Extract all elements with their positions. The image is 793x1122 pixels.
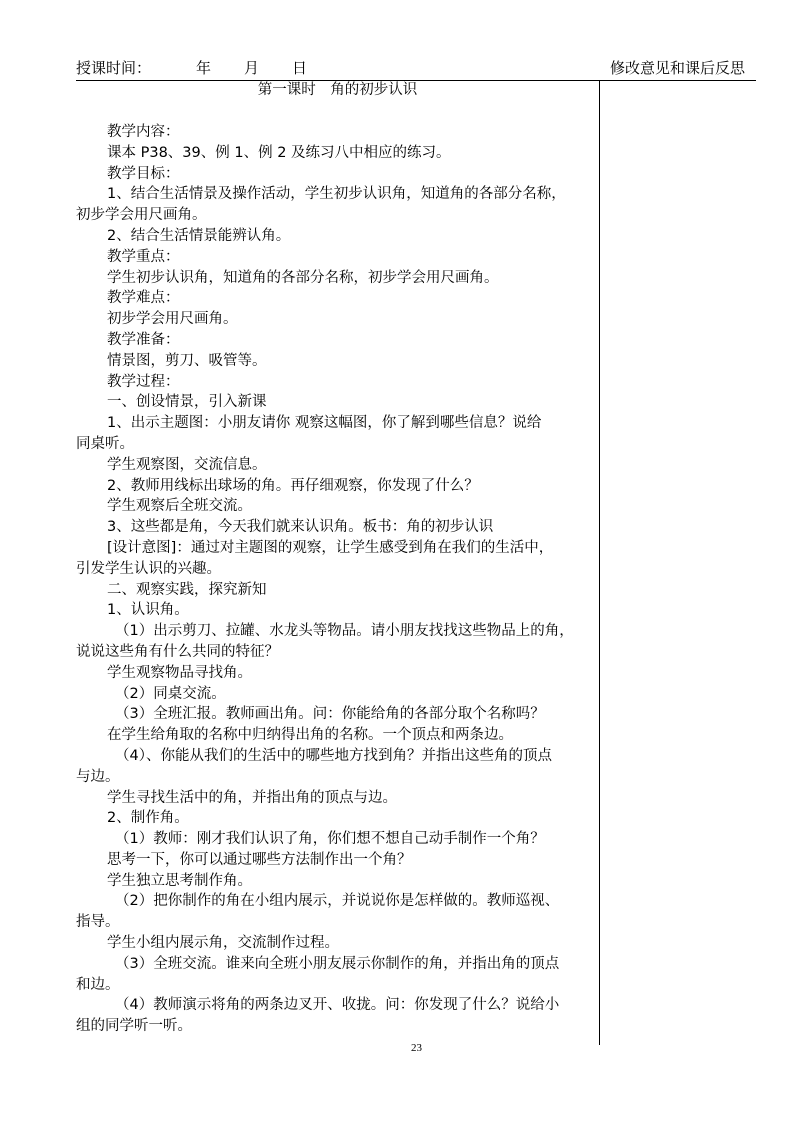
text-line: 课本 P38、39、例 1、例 2 及练习八中相应的练习。 (107, 144, 451, 161)
text-line: （3）全班交流。谁来向全班小朋友展示你制作的角，并指出角的顶点 (115, 955, 560, 972)
month-label: 月 (244, 59, 260, 77)
text-line: 二、观察实践，探究新知 (107, 581, 267, 598)
text-line: 一、创设情景，引入新课 (107, 394, 267, 411)
text-line: 2、教师用线标出球场的角。再仔细观察，你发现了什么？ (107, 477, 479, 494)
text-line: （2）把你制作的角在小组内展示，并说说你是怎样做的。教师巡视、 (115, 893, 560, 910)
text-line: 学生小组内展示角，交流制作过程。 (107, 935, 339, 952)
text-line: （4）、你能从我们的生活中的哪些地方找到角？并指出这些角的顶点 (115, 747, 552, 764)
text-line: 与边。 (76, 768, 120, 785)
day-label: 日 (292, 59, 308, 77)
text-line: 教学重点： (107, 248, 180, 265)
text-line: （1）教师：刚才我们认识了角，你们想不想自己动手制作一个角？ (115, 831, 545, 848)
text-line: 学生观察后全班交流。 (107, 498, 252, 515)
text-line: 初步学会用尺画角。 (76, 207, 207, 224)
text-line: 2、制作角。 (107, 810, 189, 827)
text-line: 在学生给角取的名称中归纳得出角的名称。一个顶点和两条边。 (107, 727, 513, 744)
text-line: （2）同桌交流。 (115, 685, 226, 702)
text-line: 教学准备： (107, 331, 180, 348)
year-label: 年 (196, 59, 212, 77)
text-line: 初步学会用尺画角。 (107, 311, 238, 328)
text-line: 学生独立思考制作角。 (107, 872, 252, 889)
text-line: 学生观察物品寻找角。 (107, 664, 252, 681)
text-line: 说说这些角有什么共同的特征？ (76, 643, 279, 660)
text-line: 学生寻找生活中的角，并指出角的顶点与边。 (107, 789, 397, 806)
text-line: 1、结合生活情景及操作活动，学生初步认识角，知道角的各部分名称， (107, 186, 566, 203)
lesson-title: 第一课时 角的初步认识 (257, 82, 418, 98)
column-divider (599, 80, 600, 1045)
text-line: 3、这些都是角，今天我们就来认识角。板书：角的初步认识 (107, 519, 494, 536)
text-line: 引发学生认识的兴趣。 (76, 560, 221, 577)
text-line: 指导。 (76, 914, 120, 931)
text-line: 教学难点： (107, 290, 180, 307)
text-line: 学生观察图，交流信息。 (107, 456, 267, 473)
text-line: （3）全班汇报。教师画出角。问：你能给角的各部分取个名称吗？ (115, 706, 545, 723)
text-line: 和边。 (76, 976, 120, 993)
text-line: 思考一下，你可以通过哪些方法制作出一个角？ (107, 851, 412, 868)
text-line: 学生初步认识角，知道角的各部分名称，初步学会用尺画角。 (107, 269, 499, 286)
text-line: [设计意图]：通过对主题图的观察，让学生感受到角在我们的生活中， (107, 539, 554, 556)
lesson-time-label: 授课时间： (76, 59, 152, 77)
text-line: 同桌听。 (76, 435, 134, 452)
text-line: （1）出示剪刀、拉罐、水龙头等物品。请小朋友找找这些物品上的角， (115, 623, 574, 640)
text-line: 1、出示主题图：小朋友请你 观察这幅图，你了解到哪些信息？说给 (107, 415, 542, 432)
text-line: 教学内容： (107, 124, 180, 140)
text-line: 教学目标： (107, 165, 180, 182)
text-line: （4）教师演示将角的两条边叉开、收拢。问：你发现了什么？说给小 (115, 997, 560, 1014)
text-line: 2、结合生活情景能辨认角。 (107, 227, 291, 244)
text-line: 1、认识角。 (107, 602, 189, 619)
text-line: 教学过程： (107, 373, 180, 390)
text-line: 情景图，剪刀、吸管等。 (107, 352, 267, 369)
text-line: 组的同学听一听。 (76, 1018, 192, 1035)
lesson-body (76, 122, 596, 1037)
page-number: 23 (411, 1042, 422, 1054)
revision-notes-header: 修改意见和课后反思 (610, 59, 746, 77)
